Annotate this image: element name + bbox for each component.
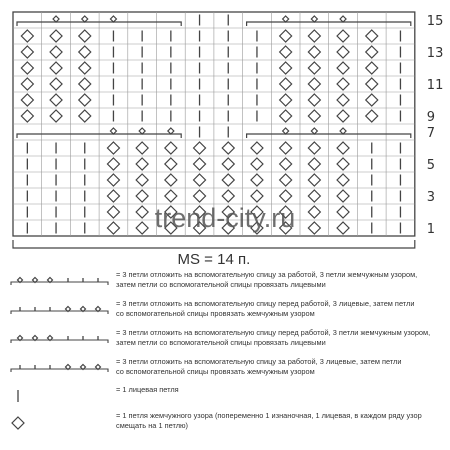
seed-stitch-symbol xyxy=(50,94,62,106)
seed-stitch-symbol xyxy=(337,206,349,218)
seed-stitch-symbol xyxy=(222,158,234,170)
seed-stitch-symbol xyxy=(107,222,119,234)
cable-legend-icon xyxy=(11,307,108,315)
legend-text: = 3 петли отложить на вспомогательную спицу перед работой, 3 петли жемчужным узором, xyxy=(116,328,431,337)
seed-stitch-symbol xyxy=(366,94,378,106)
seed-stitch-symbol xyxy=(50,30,62,42)
seed-stitch-symbol xyxy=(308,206,320,218)
seed-stitch-symbol xyxy=(107,142,119,154)
seed-stitch-symbol xyxy=(222,174,234,186)
seed-stitch-icon xyxy=(12,417,24,429)
legend-text: затем петли со вспомогательной спицы провязать лицевыми xyxy=(116,338,326,347)
seed-stitch-symbol xyxy=(194,174,206,186)
seed-stitch-symbol xyxy=(337,190,349,202)
seed-stitch-symbol xyxy=(337,94,349,106)
seed-stitch-symbol xyxy=(194,190,206,202)
seed-stitch-symbol xyxy=(337,142,349,154)
seed-stitch-symbol xyxy=(366,30,378,42)
seed-stitch-symbol xyxy=(366,78,378,90)
seed-stitch-symbol xyxy=(280,110,292,122)
seed-stitch-symbol xyxy=(251,158,263,170)
seed-stitch-symbol xyxy=(280,62,292,74)
cable-seed-mark xyxy=(340,128,346,134)
legend-item xyxy=(12,411,422,430)
seed-stitch-symbol xyxy=(222,190,234,202)
cable-seed-mark xyxy=(139,128,145,134)
seed-stitch-symbol xyxy=(136,142,148,154)
seed-stitch-symbol xyxy=(165,174,177,186)
seed-stitch-symbol xyxy=(366,46,378,58)
legend-text: = 3 петли отложить на вспомогательную спицу за работой, 3 петли жемчужным узором, xyxy=(116,270,418,279)
legend xyxy=(11,270,430,430)
seed-stitch-symbol xyxy=(79,78,91,90)
seed-stitch-symbol xyxy=(136,190,148,202)
seed-stitch-symbol xyxy=(337,46,349,58)
legend-text: со вспомогательной спицы провязать жемчужным узором xyxy=(116,367,315,376)
cable-seed-mark xyxy=(311,128,317,134)
seed-stitch-symbol xyxy=(280,174,292,186)
legend-item xyxy=(18,385,179,402)
seed-stitch-symbol xyxy=(308,110,320,122)
seed-stitch-symbol xyxy=(308,46,320,58)
legend-text: затем петли со вспомогательной спицы провязать лицевыми xyxy=(116,280,326,289)
seed-stitch-symbol xyxy=(107,206,119,218)
seed-stitch-symbol xyxy=(308,190,320,202)
repeat-bracket xyxy=(13,240,415,268)
seed-stitch-symbol xyxy=(251,174,263,186)
seed-stitch-symbol xyxy=(308,222,320,234)
cable-legend-icon xyxy=(11,365,108,373)
cable-seed-mark xyxy=(110,128,116,134)
legend-item xyxy=(11,299,414,318)
seed-stitch-symbol xyxy=(79,94,91,106)
seed-stitch-symbol xyxy=(337,174,349,186)
row-number: 1 xyxy=(426,222,436,237)
seed-stitch-symbol xyxy=(50,46,62,58)
seed-stitch-symbol xyxy=(194,142,206,154)
cable-seed-mark xyxy=(340,16,346,22)
seed-stitch-symbol xyxy=(107,174,119,186)
seed-stitch-symbol xyxy=(366,110,378,122)
seed-stitch-symbol xyxy=(79,30,91,42)
legend-item xyxy=(11,270,417,289)
cable-seed-mark xyxy=(168,128,174,134)
row-number: 7 xyxy=(426,126,436,141)
repeat-label: MS = 14 п. xyxy=(177,251,251,268)
legend-text: = 1 лицевая петля xyxy=(116,385,179,394)
row-number: 9 xyxy=(426,110,436,125)
seed-stitch-symbol xyxy=(50,78,62,90)
seed-stitch-symbol xyxy=(107,190,119,202)
seed-stitch-symbol xyxy=(21,110,33,122)
seed-stitch-symbol xyxy=(107,158,119,170)
seed-stitch-symbol xyxy=(280,190,292,202)
seed-stitch-symbol xyxy=(165,190,177,202)
seed-stitch-symbol xyxy=(280,158,292,170)
cable-seed-mark xyxy=(53,16,59,22)
seed-stitch-symbol xyxy=(165,142,177,154)
seed-stitch-symbol xyxy=(50,110,62,122)
seed-stitch-symbol xyxy=(308,174,320,186)
seed-stitch-symbol xyxy=(136,222,148,234)
cable-seed-mark xyxy=(82,16,88,22)
seed-stitch-symbol xyxy=(308,62,320,74)
seed-stitch-symbol xyxy=(337,110,349,122)
cable-seed-mark xyxy=(110,16,116,22)
seed-stitch-symbol xyxy=(222,142,234,154)
seed-stitch-symbol xyxy=(308,158,320,170)
seed-stitch-symbol xyxy=(50,62,62,74)
row-number: 15 xyxy=(426,14,444,29)
cable-seed-mark xyxy=(283,128,289,134)
seed-stitch-symbol xyxy=(280,30,292,42)
seed-stitch-symbol xyxy=(280,142,292,154)
seed-stitch-symbol xyxy=(136,206,148,218)
seed-stitch-symbol xyxy=(308,30,320,42)
seed-stitch-symbol xyxy=(337,222,349,234)
seed-stitch-symbol xyxy=(21,94,33,106)
seed-stitch-symbol xyxy=(165,158,177,170)
seed-stitch-symbol xyxy=(280,46,292,58)
cable-legend-bracket xyxy=(11,311,108,314)
cable-legend-bracket xyxy=(11,340,108,343)
cable-seed-mark xyxy=(311,16,317,22)
seed-stitch-symbol xyxy=(136,158,148,170)
seed-stitch-symbol xyxy=(280,78,292,90)
seed-stitch-symbol xyxy=(21,30,33,42)
seed-stitch-symbol xyxy=(337,158,349,170)
seed-stitch-symbol xyxy=(308,94,320,106)
seed-stitch-symbol xyxy=(79,46,91,58)
watermark-text: trend-city.ru xyxy=(154,203,296,233)
row-number-labels xyxy=(427,14,444,237)
seed-stitch-symbol xyxy=(337,78,349,90)
row-number: 5 xyxy=(426,158,436,173)
legend-text: смещать на 1 петлю) xyxy=(116,421,189,430)
legend-text: со вспомогательной спицы провязать жемчужным узором xyxy=(116,309,315,318)
legend-text: = 3 петли отложить на вспомогательную спицу перед работой, 3 лицевые, затем петли xyxy=(116,299,415,308)
row-number: 3 xyxy=(426,190,436,205)
legend-item xyxy=(11,328,430,347)
seed-stitch-symbol xyxy=(79,62,91,74)
cable-legend-bracket xyxy=(11,282,108,285)
cable-legend-bracket xyxy=(11,369,108,372)
cable-legend-icon xyxy=(11,336,108,344)
cable-legend-icon xyxy=(11,278,108,286)
seed-stitch-symbol xyxy=(194,158,206,170)
seed-stitch-symbol xyxy=(280,94,292,106)
seed-stitch-symbol xyxy=(308,142,320,154)
seed-stitch-symbol xyxy=(21,62,33,74)
seed-stitch-symbol xyxy=(337,30,349,42)
repeat-bracket-line xyxy=(13,240,415,248)
seed-stitch-symbol xyxy=(251,142,263,154)
seed-stitch-symbol xyxy=(337,62,349,74)
seed-stitch-symbol xyxy=(136,174,148,186)
row-number: 13 xyxy=(426,46,444,61)
row-number: 11 xyxy=(426,78,444,93)
seed-stitch-symbol xyxy=(21,46,33,58)
seed-stitch-symbol xyxy=(79,110,91,122)
seed-stitch-symbol xyxy=(251,190,263,202)
seed-stitch-symbol xyxy=(366,62,378,74)
legend-text: = 1 петля жемчужного узора (попеременно 1 изнаночная, 1 лицевая, в каждом ряду узор xyxy=(116,411,422,420)
legend-item xyxy=(11,357,401,376)
legend-text: = 3 петли отложить на вспомогательную спицу за работой, 3 лицевые, затем петли xyxy=(116,357,402,366)
seed-stitch-symbol xyxy=(21,78,33,90)
seed-stitch-symbol xyxy=(308,78,320,90)
cable-seed-mark xyxy=(283,16,289,22)
